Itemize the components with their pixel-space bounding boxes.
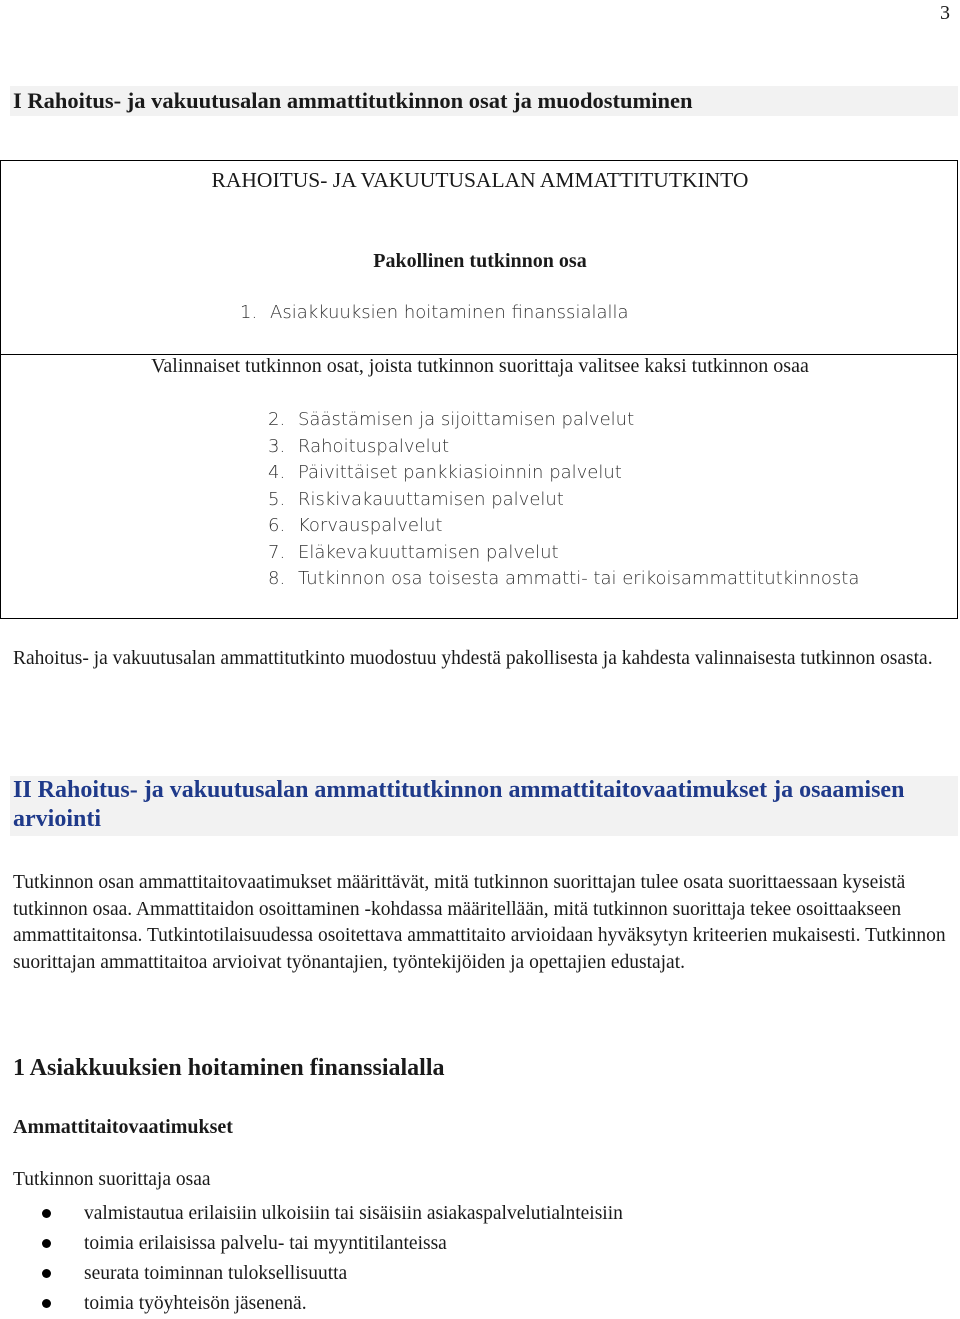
item-number: 7. — [268, 541, 286, 563]
page-number: 3 — [940, 2, 950, 24]
item-text: Päivittäiset pankkiasioinnin palvelut — [298, 462, 622, 483]
item-text: Asiakkuuksien hoitaminen finanssialalla — [270, 302, 629, 323]
list-item-text: seurata toiminnan tuloksellisuutta — [84, 1263, 348, 1284]
item-number: 6. — [268, 515, 286, 536]
competence-list — [42, 1199, 623, 1319]
list-item — [42, 1259, 623, 1289]
item-text: Säästämisen ja sijoittamisen palvelut — [298, 409, 635, 430]
item-number: 1. — [240, 302, 258, 323]
list-item — [268, 540, 859, 567]
qualification-title: RAHOITUS- JA VAKUUTUSALAN AMMATTITUTKINTO — [211, 168, 749, 192]
list-item — [42, 1289, 623, 1319]
elective-heading: Valinnaiset tutkinnon osat, joista tutkinnon suorittaja valitsee kaksi tutkinnon osaa — [151, 355, 809, 377]
bullet-icon — [42, 1299, 51, 1308]
item-number: 3. — [268, 435, 286, 457]
list-item-text: toimia erilaisissa palvelu- tai myyntitilanteissa — [84, 1233, 447, 1254]
section-heading-2: II Rahoitus- ja vakuutusalan ammattitutkinnon ammattitaitovaatimukset ja osaamisen arviointi — [10, 776, 958, 836]
list-item — [268, 487, 859, 514]
item-number: 5. — [268, 488, 286, 510]
item-text: Riskivakauuttamisen palvelut — [298, 488, 564, 510]
elective-list — [268, 407, 859, 593]
item-text: Eläkevakuuttamisen palvelut — [298, 541, 559, 563]
item-number: 8. — [268, 568, 286, 589]
item-text: Rahoituspalvelut — [298, 435, 450, 457]
item-text: Tutkinnon osa toisesta ammatti- tai erikoisammattitutkinnosta — [298, 568, 860, 589]
item-text: Korvauspalvelut — [298, 515, 443, 536]
bullet-icon — [42, 1209, 51, 1218]
unit-intro: Tutkinnon suorittaja osaa — [13, 1169, 211, 1190]
bullet-icon — [42, 1239, 51, 1248]
unit-subheading: Ammattitaitovaatimukset — [13, 1116, 233, 1138]
item-number: 2. — [268, 409, 286, 430]
unit-heading: 1 Asiakkuuksien hoitaminen finanssialalla — [13, 1055, 445, 1081]
list-item — [268, 566, 859, 593]
composition-paragraph: Rahoitus- ja vakuutusalan ammattitutkinto muodostuu yhdestä pakollisesta ja kahdesta valinnaisesta tutkinnon osasta. — [13, 648, 933, 669]
list-item — [268, 460, 859, 487]
list-item — [268, 434, 859, 461]
list-item — [268, 513, 859, 540]
item-number: 4. — [268, 462, 286, 483]
list-item — [42, 1199, 623, 1229]
section-heading-1: I Rahoitus- ja vakuutusalan ammattitutkinnon osat ja muodostuminen — [10, 86, 958, 116]
mandatory-item — [240, 302, 629, 323]
mandatory-heading: Pakollinen tutkinnon osa — [373, 250, 587, 272]
bullet-icon — [42, 1269, 51, 1278]
list-item-text: toimia työyhteisön jäsenenä. — [84, 1293, 307, 1314]
list-item-text: valmistautua erilaisiin ulkoisiin tai sisäisiin asiakaspalvelutialnteisiin — [84, 1203, 623, 1224]
assessment-paragraph: Tutkinnon osan ammattitaitovaatimukset määrittävät, mitä tutkinnon suorittajan tulee osata suorittaessaan kyseistä tutkinnon osaa. Ammattitaidon osoittaminen -kohdassa määritellään, mitä tutkinnon suorittaja tekee osoittaakseen ammattitaitonsa. Tutkintotilaisuudessa osoitettava ammattitaito arvioidaan hyväksytyn kriteerien mukaisesti. Tutkinnon suorittajan ammattitaitoa arvioivat työnantajien, työntekijöiden ja opettajien edustajat. — [13, 872, 946, 973]
list-item — [42, 1229, 623, 1259]
list-item — [268, 407, 859, 434]
